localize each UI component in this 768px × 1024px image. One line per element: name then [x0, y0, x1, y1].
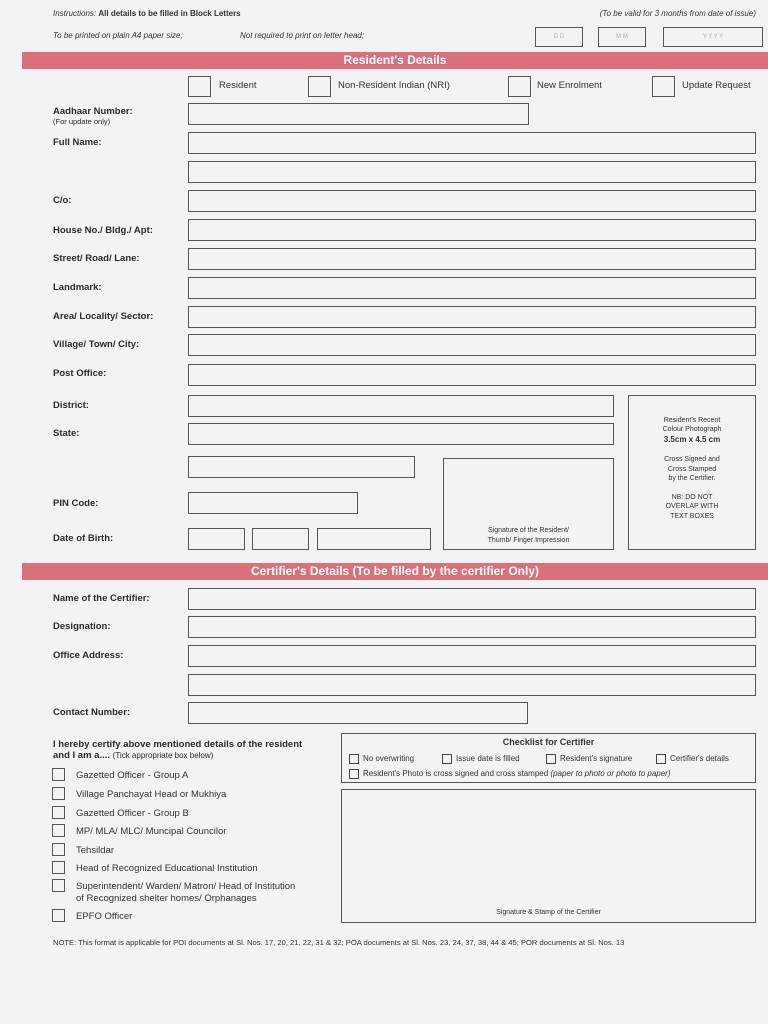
photo-line4: Cross Signed and	[664, 456, 720, 464]
full-name-label: Full Name:	[53, 137, 102, 148]
post-office-label: Post Office:	[53, 368, 107, 379]
photo-box[interactable]	[628, 395, 756, 550]
resident-signature-caption	[444, 526, 613, 545]
post-office-field[interactable]	[188, 364, 756, 386]
district-label: District:	[53, 400, 89, 411]
photo-line8: OVERLAP WITH	[665, 503, 719, 511]
checklist-photo-checkbox[interactable]	[349, 769, 359, 779]
photo-line9: TEXT BOXES	[670, 512, 714, 520]
village-label: Village/ Town/ City:	[53, 339, 140, 350]
checklist-overwriting-checkbox[interactable]	[349, 754, 359, 764]
checklist-title: Checklist for Certifier	[502, 737, 595, 747]
designation-label: Designation:	[53, 621, 111, 632]
option-tehsildar-checkbox[interactable]	[52, 843, 65, 856]
option-gazetted-a-checkbox[interactable]	[52, 768, 65, 781]
dob-label: Date of Birth:	[53, 533, 114, 544]
validity-note: (To be valid for 3 months from date of issue)	[599, 9, 756, 18]
option-panchayat-label: Village Panchayat Head or Mukhiya	[76, 789, 227, 800]
district-field[interactable]	[188, 395, 614, 417]
photo-line5: Cross Stamped	[667, 465, 717, 473]
dob-month-field[interactable]	[252, 528, 309, 550]
checklist-issue-date-label: Issue date is filled	[456, 754, 520, 763]
designation-field[interactable]	[188, 616, 756, 638]
photo-line6: by the Certifier.	[668, 474, 716, 482]
street-label: Street/ Road/ Lane:	[53, 253, 140, 264]
care-of-label: C/o:	[53, 195, 72, 206]
certify-line1: I hereby certify above mentioned details of the resident	[53, 739, 303, 750]
new-enrolment-label: New Enrolment	[537, 80, 602, 91]
certify-hint: (Tick appropriate box below)	[112, 751, 214, 761]
issue-date-year[interactable]: Y Y Y Y	[663, 27, 763, 47]
aadhaar-label-text: Aadhaar Number:	[53, 106, 133, 117]
option-superintendent-label	[76, 881, 295, 906]
option-mp-mla-checkbox[interactable]	[52, 824, 65, 837]
office-address-field-2[interactable]	[188, 674, 756, 696]
resident-checkbox[interactable]	[188, 76, 211, 97]
resident-signature-box[interactable]	[443, 458, 614, 550]
aadhaar-label	[53, 106, 133, 126]
landmark-label: Landmark:	[53, 282, 102, 293]
new-enrolment-checkbox[interactable]	[508, 76, 531, 97]
full-name-field-1[interactable]	[188, 132, 756, 154]
photo-instructions	[629, 416, 755, 521]
instructions-text: All details to be filled in Block Letters	[98, 9, 241, 18]
issue-date-day[interactable]: D D	[535, 27, 583, 47]
print-letterhead-note: Not required to print on letter head;	[240, 31, 365, 40]
nri-checkbox[interactable]	[308, 76, 331, 97]
state-label: State:	[53, 428, 80, 439]
nri-label: Non-Resident Indian (NRI)	[338, 80, 450, 91]
office-address-field-1[interactable]	[188, 645, 756, 667]
checklist-overwriting-label: No overwriting	[363, 754, 415, 763]
photo-size: 3.5cm x 4.5 cm	[663, 434, 721, 444]
aadhaar-number-field[interactable]	[188, 103, 529, 125]
issue-date-month[interactable]: M M	[598, 27, 646, 47]
checklist-photo-text: Resident's Photo is cross signed and cross stamped	[363, 769, 549, 778]
photo-line1: Resident's Recent	[663, 417, 721, 424]
checklist-certifier-details-checkbox[interactable]	[656, 754, 666, 764]
signature-caption-line1: Signature of the Resident/	[488, 527, 569, 535]
option-mp-mla-label: MP/ MLA/ MLC/ Muncipal Councilor	[76, 826, 227, 837]
resident-label: Resident	[219, 80, 257, 91]
certifier-stamp-caption: Signature & Stamp of the Certifier	[496, 908, 601, 916]
option-superintendent-line1: Superintendent/ Warden/ Matron/ Head of Institution	[76, 881, 296, 892]
option-panchayat-checkbox[interactable]	[52, 787, 65, 800]
certify-line2: and I am a....	[53, 750, 111, 762]
pin-code-label: PIN Code:	[53, 498, 99, 509]
landmark-field[interactable]	[188, 277, 756, 299]
pin-code-field[interactable]	[188, 492, 358, 514]
contact-number-field[interactable]	[188, 702, 528, 724]
option-superintendent-line2: of Recognized shelter homes/ Orphanages	[76, 893, 257, 905]
care-of-field[interactable]	[188, 190, 756, 212]
checklist-certifier-details-label: Certifier's details	[670, 754, 729, 763]
photo-line7: NB: DO NOT	[671, 493, 713, 501]
option-gazetted-b-label: Gazetted Officer - Group B	[76, 808, 189, 819]
option-gazetted-a-label: Gazetted Officer - Group A	[76, 770, 189, 781]
state-field-2[interactable]	[188, 456, 415, 478]
option-tehsildar-label: Tehsildar	[76, 845, 115, 856]
contact-number-label: Contact Number:	[53, 707, 131, 718]
house-no-field[interactable]	[188, 219, 756, 241]
checklist-photo-label	[363, 769, 671, 778]
certifier-name-field[interactable]	[188, 588, 756, 610]
house-no-label: House No./ Bldg./ Apt:	[53, 225, 153, 236]
option-superintendent-checkbox[interactable]	[52, 879, 65, 892]
full-name-field-2[interactable]	[188, 161, 756, 183]
certify-statement	[53, 739, 302, 762]
area-label: Area/ Locality/ Sector:	[53, 311, 154, 322]
option-edu-head-checkbox[interactable]	[52, 861, 65, 874]
certifier-name-label: Name of the Certifier:	[53, 593, 150, 604]
dob-year-field[interactable]	[317, 528, 431, 550]
update-request-label: Update Request	[682, 80, 751, 91]
certifier-details-header: Certifier's Details (To be filled by the certifier Only)	[22, 563, 768, 580]
option-edu-head-label: Head of Recognized Educational Institution	[76, 863, 258, 874]
office-address-label: Office Address:	[53, 650, 124, 661]
certifier-stamp-box[interactable]	[341, 789, 756, 923]
option-gazetted-b-checkbox[interactable]	[52, 806, 65, 819]
aadhaar-note: (For update only)	[53, 117, 111, 126]
update-request-checkbox[interactable]	[652, 76, 675, 97]
village-field[interactable]	[188, 334, 756, 356]
state-field-1[interactable]	[188, 423, 614, 445]
instructions	[53, 9, 241, 18]
photo-line2: Colour Photograph	[662, 426, 722, 434]
footer-note: NOTE: This format is applicable for POI documents at Sl. Nos. 17, 20, 21, 22, 31 & 32; POA documents at Sl. Nos. 23, 24, 37, 38, 44 & 45; POR documents at Sl. Nos. 13	[53, 938, 625, 947]
street-field[interactable]	[188, 248, 756, 270]
checklist-issue-date-checkbox[interactable]	[442, 754, 452, 764]
residents-details-header: Resident's Details	[22, 52, 768, 69]
dob-day-field[interactable]	[188, 528, 245, 550]
signature-caption-line2: Thumb/ Finger Impression	[487, 536, 570, 544]
print-plain-note: To be printed on plain A4 paper size;	[53, 31, 183, 40]
instructions-prefix: Instructions:	[53, 9, 97, 18]
area-field[interactable]	[188, 306, 756, 328]
option-epfo-checkbox[interactable]	[52, 909, 65, 922]
option-epfo-label: EPFO Officer	[76, 911, 133, 922]
checklist-resident-sig-checkbox[interactable]	[546, 754, 556, 764]
checklist-box	[341, 733, 756, 783]
checklist-photo-note: (paper to photo or photo to paper)	[550, 769, 671, 778]
checklist-resident-sig-label: Resident's signature	[560, 754, 633, 763]
